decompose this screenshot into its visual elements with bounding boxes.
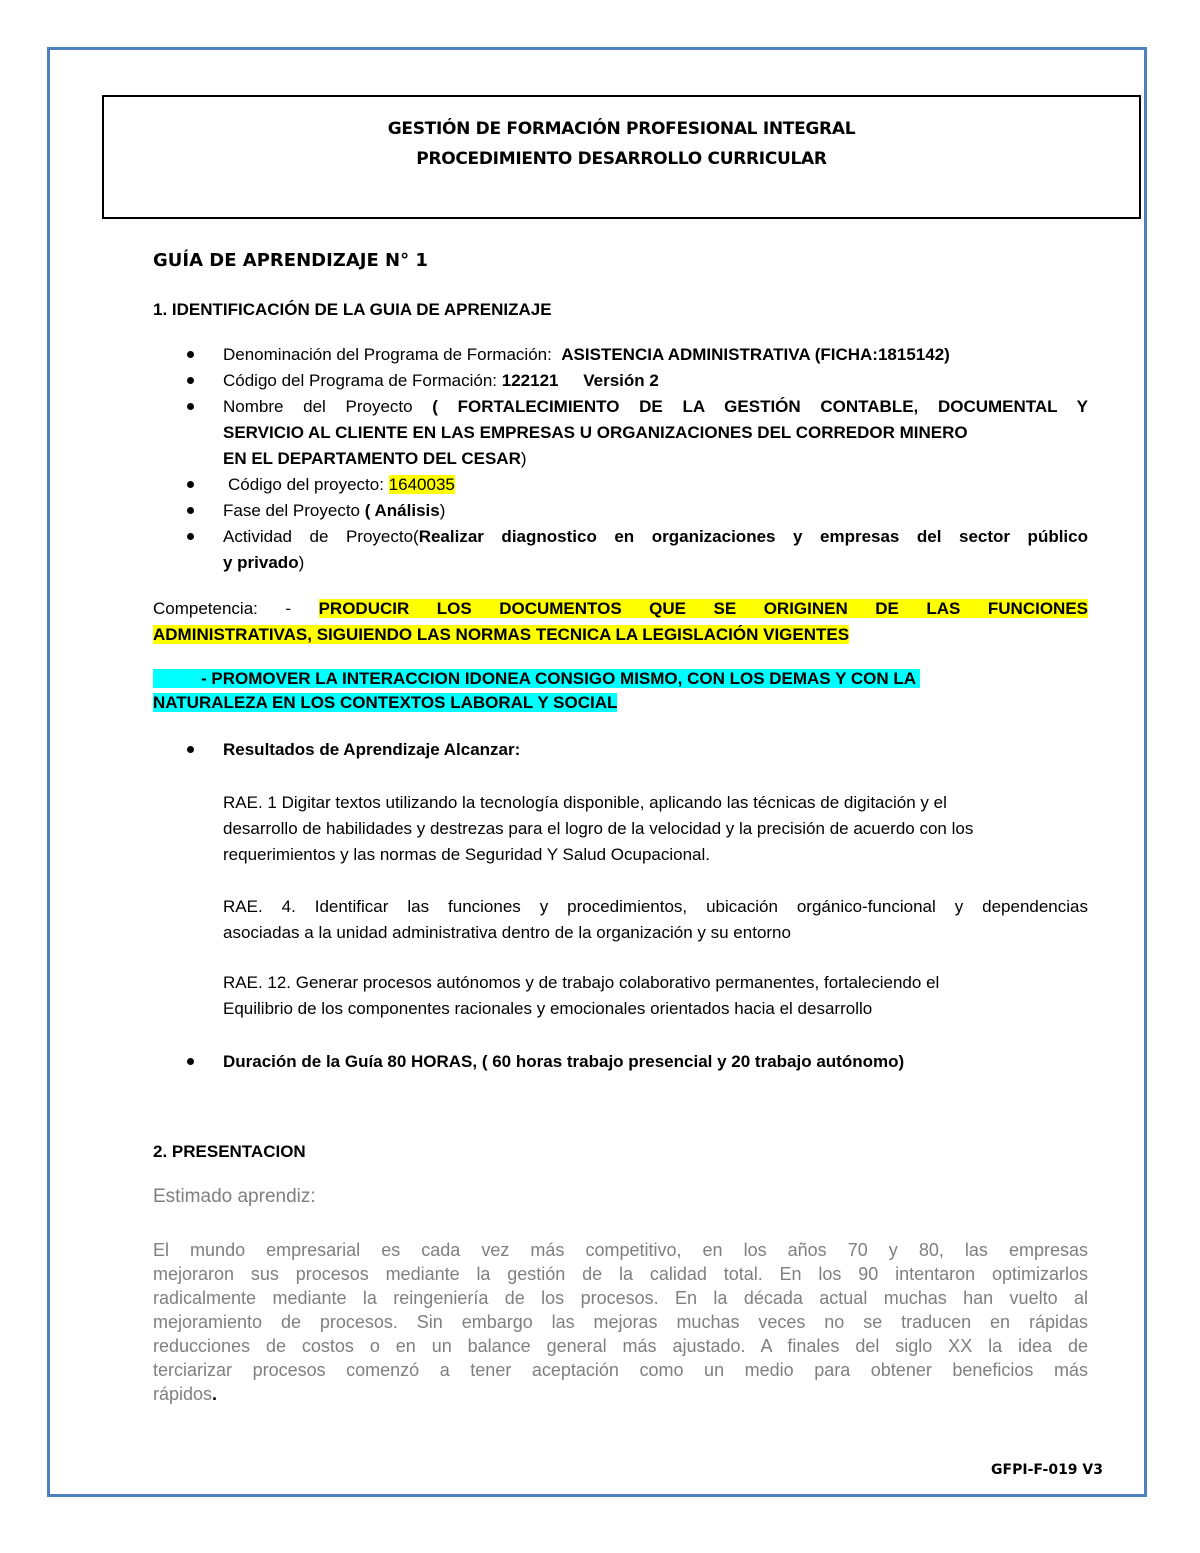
activity-value-1: Realizar diagnostico en organizaciones y empresas del sector público (418, 527, 1088, 546)
presentation-line-3: radicalmente mediante la reingeniería de los procesos. En la década actual muchas han vuelto al (153, 1288, 1088, 1308)
competence-2-text-2: NATURALEZA EN LOS CONTEXTOS LABORAL Y SOCIAL (153, 693, 618, 712)
rae-12-line-2: Equilibrio de los componentes racionales y emocionales orientados hacia el desarrollo (223, 999, 873, 1018)
activity-label: Actividad de Proyecto( (223, 527, 419, 546)
program-item (223, 342, 950, 368)
program-label: Denominación del Programa de Formación: (223, 345, 552, 364)
project-name-line-1 (223, 394, 1088, 420)
bullet-icon (187, 746, 194, 753)
bullet-icon (187, 507, 194, 514)
phase-item (223, 498, 445, 524)
presentation-line-4: mejoramiento de procesos. Sin embargo las mejoras muchas veces no se traducen en rápidas (153, 1312, 1088, 1332)
presentation-last-word: rápidos (153, 1384, 213, 1404)
bullet-icon (187, 533, 194, 540)
greeting: Estimado aprendiz: (153, 1186, 316, 1207)
project-label: Nombre del Proyecto (223, 397, 413, 416)
project-code-item (228, 472, 455, 498)
version-value: Versión 2 (583, 371, 659, 390)
activity-line-2 (223, 550, 304, 576)
project-value-3: EN EL DEPARTAMENTO DEL CESAR (223, 449, 521, 468)
bullet-icon (187, 377, 194, 384)
competence-line-2 (153, 622, 849, 648)
presentation-line-2: mejoraron sus procesos mediante la gestión de la calidad total. En los 90 intentaron optimizarlos (153, 1264, 1088, 1284)
presentation-period: . (212, 1384, 218, 1404)
project-name-line-3 (223, 446, 527, 472)
presentation-line-5: reducciones de costos o en un balance general más ajustado. A finales del siglo XX la idea de (153, 1336, 1088, 1356)
guide-title: GUÍA DE APRENDIZAJE N° 1 (153, 250, 428, 271)
competence-2-line-1 (153, 666, 920, 692)
document-header (102, 95, 1141, 219)
project-code-value: 1640035 (388, 475, 455, 494)
rae-4-line-1: RAE. 4. Identificar las funciones y procedimientos, ubicación orgánico-funcional y dependencias (223, 897, 1088, 916)
presentation-line-1: El mundo empresarial es cada vez más competitivo, en los años 70 y 80, las empresas (153, 1240, 1088, 1260)
bullet-icon (187, 351, 194, 358)
presentation-line-6: terciarizar procesos comenzó a tener aceptación como un medio para obtener beneficios más (153, 1360, 1088, 1380)
activity-value-2: y privado (223, 553, 299, 572)
rae-1-line-1: RAE. 1 Digitar textos utilizando la tecnología disponible, aplicando las técnicas de digitación y el (223, 793, 947, 812)
phase-value: ( Análisis (364, 501, 440, 520)
phase-label: Fase del Proyecto (223, 501, 361, 520)
bullet-icon (187, 403, 194, 410)
rae-1-line-2: desarrollo de habilidades y destrezas para el logro de la velocidad y la precisión de acuerdo con los (223, 819, 974, 838)
code-value: 122121 (501, 371, 559, 390)
project-value-1: FORTALECIMIENTO DE LA GESTIÓN CONTABLE, DOCUMENTAL Y (457, 397, 1088, 416)
bullet-icon (187, 481, 194, 488)
program-code-item (223, 368, 659, 394)
project-code-label: Código del proyecto: (228, 475, 384, 494)
program-value: ASISTENCIA ADMINISTRATIVA (FICHA:1815142) (561, 345, 950, 364)
project-open: ( (432, 397, 438, 416)
phase-close: ) (439, 501, 446, 520)
rae-1-line-3: requerimientos y las normas de Seguridad Y Salud Ocupacional. (223, 845, 710, 864)
section-2-title: 2. PRESENTACION (153, 1142, 306, 1161)
rae-12-line-1: RAE. 12. Generar procesos autónomos y de trabajo colaborativo permanentes, fortaleciendo el (223, 973, 940, 992)
bullet-icon (187, 1058, 194, 1065)
section-1-title: 1. IDENTIFICACIÓN DE LA GUIA DE APRENIZAJE (153, 300, 552, 319)
project-close: ) (520, 449, 527, 468)
competence-1-text-2: ADMINISTRATIVAS, SIGUIENDO LAS NORMAS TECNICA LA LEGISLACIÓN VIGENTES (153, 625, 850, 644)
presentation-line-7 (153, 1382, 217, 1406)
competence-label: Competencia: - (153, 599, 292, 618)
activity-close: ) (298, 553, 305, 572)
competence-2-text-1: - PROMOVER LA INTERACCION IDONEA CONSIGO MISMO, CON LOS DEMAS Y CON LA (153, 669, 920, 688)
results-title: Resultados de Aprendizaje Alcanzar: (223, 740, 521, 759)
code-label: Código del Programa de Formación: (223, 371, 498, 390)
competence-2-line-2 (153, 690, 617, 716)
footer-form-code: GFPI-F-019 V3 (991, 1462, 1103, 1478)
competence-line-1 (153, 596, 1088, 622)
rae-4-line-2: asociadas a la unidad administrativa dentro de la organización y su entorno (223, 923, 791, 942)
duration: Duración de la Guía 80 HORAS, ( 60 horas trabajo presencial y 20 trabajo autónomo) (223, 1052, 905, 1071)
activity-line-1 (223, 524, 1088, 550)
competence-1-text-1: PRODUCIR LOS DOCUMENTOS QUE SE ORIGINEN DE LAS FUNCIONES (318, 599, 1088, 618)
header-line-1: GESTIÓN DE FORMACIÓN PROFESIONAL INTEGRAL (387, 119, 856, 139)
header-line-2: PROCEDIMIENTO DESARROLLO CURRICULAR (416, 149, 827, 169)
project-value-2: SERVICIO AL CLIENTE EN LAS EMPRESAS U ORGANIZACIONES DEL CORREDOR MINERO (223, 423, 968, 442)
